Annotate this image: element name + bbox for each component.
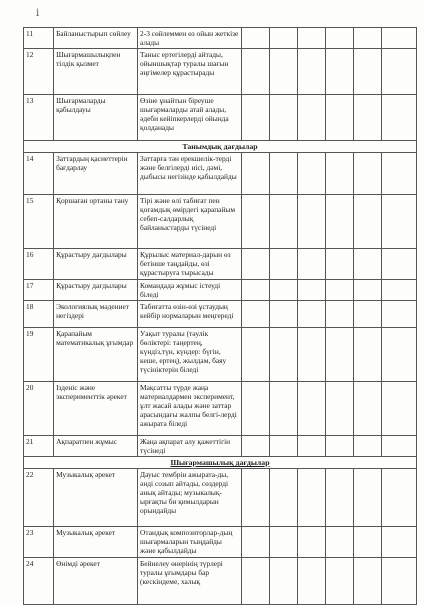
row-number: 18 (24, 301, 54, 328)
empty-cell (297, 301, 325, 328)
table-row (24, 558, 417, 605)
table-row (24, 195, 417, 249)
section-row (24, 457, 417, 469)
table-row (24, 328, 417, 382)
empty-cell (297, 249, 325, 280)
table-body-a (24, 28, 417, 141)
row-number: 24 (24, 558, 54, 605)
empty-cell (269, 153, 297, 195)
empty-cell (353, 153, 381, 195)
empty-cell (241, 436, 269, 457)
empty-cell (297, 558, 325, 605)
empty-cell (325, 153, 353, 195)
skill-description: Таныс ертегілерді айтады, ойыншықтар туралы шағын әңгімелер құрастырады (138, 49, 242, 95)
empty-cell (241, 153, 269, 195)
table-row (24, 280, 417, 301)
row-number: 21 (24, 436, 54, 457)
empty-cell (269, 28, 297, 49)
empty-cell (381, 195, 416, 249)
empty-cell (241, 301, 269, 328)
assessment-table (23, 27, 417, 605)
empty-cell (381, 436, 416, 457)
skill-name: Шығармашылықпен тілдік қызмет (54, 49, 138, 95)
skill-name: Ақпаратпен жұмыс (54, 436, 138, 457)
empty-cell (381, 280, 416, 301)
empty-cell (325, 558, 353, 605)
row-number: 11 (24, 28, 54, 49)
empty-cell (353, 382, 381, 436)
empty-cell (241, 28, 269, 49)
empty-cell (353, 436, 381, 457)
empty-cell (381, 153, 416, 195)
skill-description: Заттарға тән ерекшелік-терді және белгілерді иісі, дәмі, дыбысы негізінде қабылдайды (138, 153, 242, 195)
section-title: Танымдық дағдылар (24, 141, 417, 153)
empty-cell (353, 28, 381, 49)
row-number: 16 (24, 249, 54, 280)
empty-cell (325, 95, 353, 141)
empty-cell (381, 527, 416, 558)
empty-cell (297, 49, 325, 95)
empty-cell (269, 469, 297, 527)
empty-cell (241, 195, 269, 249)
section-title-text: Шығармашылық дағдылар (170, 458, 270, 467)
skill-description: Бейнелеу өнерінің түрлері туралы ұғымдары бар (кескіндеме, халық (138, 558, 242, 605)
skill-description: Отандық композиторлар-дың шығармаларын тыңдайды және қабылдайды (138, 527, 242, 558)
empty-cell (325, 28, 353, 49)
skill-name: Ізденіс және эксперименттік әрекет (54, 382, 138, 436)
skill-description: Уақыт туралы (тәулік бөліктері: таңертең, күндіз,түн, күндер: бүгін, кеше, ертең), жылдам, баяу түсініктерін біледі (138, 328, 242, 382)
empty-cell (241, 280, 269, 301)
empty-cell (353, 249, 381, 280)
skill-description: Дауыс тембрін ажырата-ды, әнді созып айтады, сөздерді анық айтады; музыкалық-ырғақты би қимылдарын орындайды (138, 469, 242, 527)
section-header-c (24, 457, 417, 469)
table-row (24, 28, 417, 49)
empty-cell (325, 328, 353, 382)
skill-name: Музыкалық әрекет (54, 527, 138, 558)
empty-cell (269, 527, 297, 558)
empty-cell (381, 328, 416, 382)
skill-name: Өнімді әрекет (54, 558, 138, 605)
empty-cell (353, 301, 381, 328)
empty-cell (353, 280, 381, 301)
skill-name: Қоршаған ортаны тану (54, 195, 138, 249)
empty-cell (353, 558, 381, 605)
empty-cell (269, 249, 297, 280)
table-row (24, 95, 417, 141)
skill-name: Заттардың қасиеттерін бағдарлау (54, 153, 138, 195)
empty-cell (297, 382, 325, 436)
table-body-b (24, 153, 417, 457)
empty-cell (269, 301, 297, 328)
empty-cell (325, 49, 353, 95)
skill-name: Қарапайым математикалық ұғымдар (54, 328, 138, 382)
empty-cell (325, 527, 353, 558)
section-title (24, 457, 417, 469)
empty-cell (297, 527, 325, 558)
empty-cell (353, 328, 381, 382)
empty-cell (269, 328, 297, 382)
skill-description: Командада жұмыс істеуді біледі (138, 280, 242, 301)
empty-cell (241, 558, 269, 605)
empty-cell (381, 301, 416, 328)
row-number: 23 (24, 527, 54, 558)
empty-cell (297, 153, 325, 195)
row-number: 20 (24, 382, 54, 436)
empty-cell (241, 469, 269, 527)
empty-cell (353, 527, 381, 558)
skill-description: Жаңа ақпарат алу қажеттігін түсінеді (138, 436, 242, 457)
empty-cell (297, 328, 325, 382)
empty-cell (381, 28, 416, 49)
empty-cell (381, 249, 416, 280)
table-row (24, 469, 417, 527)
skill-name: Экологиялық мәдениет негіздері (54, 301, 138, 328)
empty-cell (297, 469, 325, 527)
empty-cell (269, 558, 297, 605)
empty-cell (269, 436, 297, 457)
empty-cell (297, 436, 325, 457)
skill-description: 2-3 сөйлеммен өз ойын жеткізе алады (138, 28, 242, 49)
section-row (24, 141, 417, 153)
table-row (24, 382, 417, 436)
empty-cell (381, 558, 416, 605)
empty-cell (269, 280, 297, 301)
skill-name: Музыкалық әрекет (54, 469, 138, 527)
empty-cell (325, 249, 353, 280)
empty-cell (325, 195, 353, 249)
empty-cell (241, 95, 269, 141)
section-header-b (24, 141, 417, 153)
empty-cell (241, 527, 269, 558)
skill-name: Құрастыру дағдылары (54, 249, 138, 280)
skill-name: Байланыстырып сөйлеу (54, 28, 138, 49)
skill-name: Шығармаларды қабылдауы (54, 95, 138, 141)
skill-description: Мақсатты түрде жаңа материалдармен эксперимент, ұлт жасай алады және заттар арасындағы жалпы белгі-лерді ажырата біледі (138, 382, 242, 436)
empty-cell (325, 382, 353, 436)
skill-description: Табиғатта өзін-өзі ұстаудың кейбір нормаларын меңгереді (138, 301, 242, 328)
row-number: 13 (24, 95, 54, 141)
corner-mark: ⅰ (36, 8, 40, 19)
empty-cell (353, 469, 381, 527)
skill-description: Құрылыс материал-дарын өз бетінше таңдайды, өзі құрастыруға тырысады (138, 249, 242, 280)
empty-cell (241, 328, 269, 382)
empty-cell (325, 301, 353, 328)
table-row (24, 249, 417, 280)
row-number: 14 (24, 153, 54, 195)
empty-cell (381, 382, 416, 436)
row-number: 19 (24, 328, 54, 382)
table-row (24, 527, 417, 558)
table-row (24, 49, 417, 95)
table-body-c (24, 469, 417, 605)
empty-cell (269, 95, 297, 141)
empty-cell (241, 49, 269, 95)
empty-cell (353, 95, 381, 141)
row-number: 15 (24, 195, 54, 249)
empty-cell (381, 469, 416, 527)
empty-cell (241, 382, 269, 436)
empty-cell (353, 195, 381, 249)
empty-cell (381, 95, 416, 141)
table-row (24, 301, 417, 328)
row-number: 17 (24, 280, 54, 301)
skill-description: Тірі және өлі табиғат пен қоғамдық өмірдегі қарапайым себеп-салдарлық байланыстарды түсінеді (138, 195, 242, 249)
table-row (24, 153, 417, 195)
empty-cell (269, 382, 297, 436)
empty-cell (297, 95, 325, 141)
empty-cell (269, 195, 297, 249)
empty-cell (325, 280, 353, 301)
empty-cell (381, 49, 416, 95)
empty-cell (353, 49, 381, 95)
empty-cell (269, 49, 297, 95)
empty-cell (325, 469, 353, 527)
empty-cell (297, 28, 325, 49)
empty-cell (241, 249, 269, 280)
empty-cell (297, 195, 325, 249)
empty-cell (325, 436, 353, 457)
skill-description: Өзіне ұнайтын біреуше шығармаларды атай алады, әдеби кейіпкерлерді ойында қолданады (138, 95, 242, 141)
table-row (24, 436, 417, 457)
row-number: 22 (24, 469, 54, 527)
skill-name: Құрастыру дағдылары (54, 280, 138, 301)
empty-cell (297, 280, 325, 301)
row-number: 12 (24, 49, 54, 95)
